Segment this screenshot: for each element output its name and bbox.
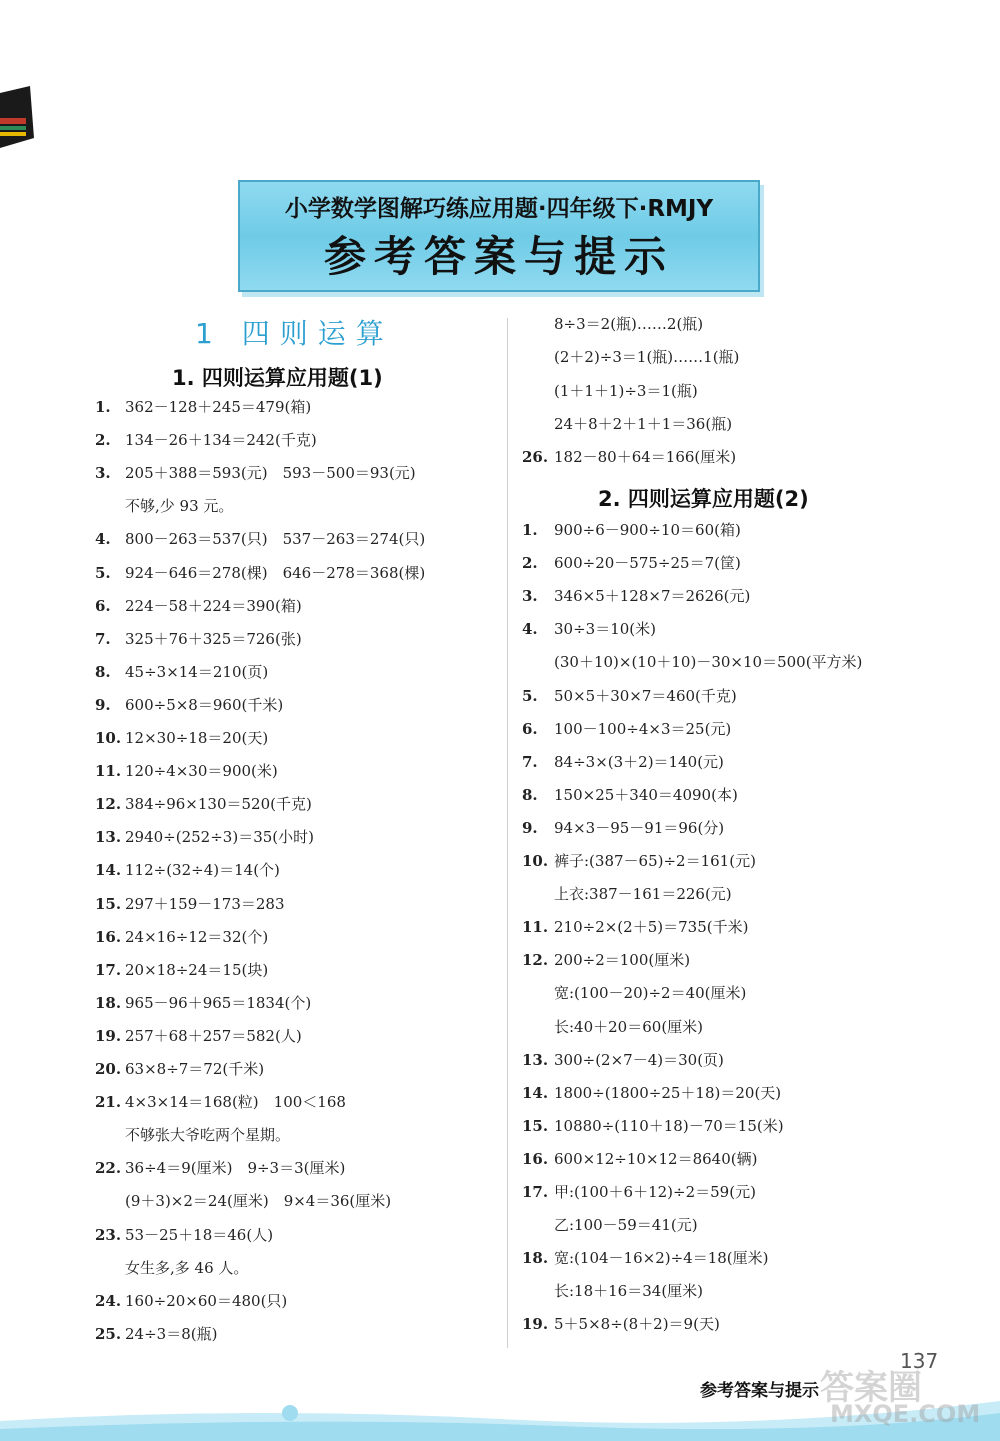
- answer-line: [522, 719, 731, 739]
- answer-number: 24.: [95, 1291, 122, 1310]
- answer-line: [95, 960, 268, 980]
- answer-line: [95, 1026, 302, 1046]
- answer-text: (2＋2)÷3＝1(瓶)……1(瓶): [554, 348, 740, 367]
- answer-number: 3.: [95, 464, 111, 483]
- answer-line: [95, 1092, 346, 1112]
- answer-text: 乙:100－59＝41(元): [554, 1216, 698, 1235]
- answer-number: 14.: [95, 861, 122, 880]
- answer-text: 2940÷(252÷3)＝35(小时): [125, 828, 314, 847]
- answer-number: 23.: [95, 1225, 122, 1244]
- answer-line: [95, 794, 312, 814]
- answer-line: [522, 1182, 756, 1202]
- answer-text: 长:18＋16＝34(厘米): [554, 1282, 704, 1301]
- answer-text: 长:40＋20＝60(厘米): [554, 1017, 704, 1036]
- answer-number: 12.: [522, 951, 549, 970]
- answer-line: [95, 529, 425, 549]
- answer-text: 182－80＋64＝166(厘米): [554, 448, 737, 467]
- answer-text: 600÷5×8＝960(千米): [125, 695, 284, 714]
- watermark-url: MXQE.COM: [830, 1400, 981, 1428]
- answer-text: 205＋388＝593(元) 593－500＝93(元): [125, 464, 416, 483]
- answer-number: 26.: [522, 448, 549, 467]
- watermark-logo: 答案圈: [820, 1368, 922, 1408]
- answer-line: [95, 827, 314, 847]
- answer-number: 11.: [522, 918, 549, 937]
- answer-line: [522, 1149, 757, 1169]
- answer-line: [95, 1258, 248, 1278]
- answer-text: 36÷4＝9(厘米) 9÷3＝3(厘米): [125, 1159, 346, 1178]
- answer-number: 19.: [522, 1315, 549, 1334]
- answer-number: 21.: [95, 1093, 122, 1112]
- answer-number: 17.: [95, 960, 122, 979]
- answer-number: 20.: [95, 1060, 122, 1078]
- answer-text: 20×18÷24＝15(块): [125, 960, 269, 979]
- answer-line: [522, 586, 750, 606]
- answer-text: 112÷(32÷4)＝14(个): [125, 861, 280, 880]
- answer-line: [95, 463, 416, 483]
- answer-line: [95, 761, 278, 781]
- answer-text: 384÷96×130＝520(千克): [125, 795, 312, 814]
- answer-number: 15.: [522, 1116, 549, 1135]
- column-divider: [507, 318, 508, 1348]
- book-subtitle: 小学数学图解巧练应用题·四年级下·RMJY: [284, 196, 714, 222]
- answer-number: 15.: [95, 894, 122, 913]
- answer-text: 53－25＋18＝46(人): [125, 1225, 274, 1244]
- answer-number: 9.: [95, 695, 111, 714]
- answer-number: 22.: [95, 1159, 122, 1178]
- answer-text: 297＋159－173＝283: [125, 894, 285, 913]
- answer-number: 16.: [95, 927, 122, 946]
- answer-number: 19.: [95, 1026, 122, 1045]
- answer-number: 8.: [522, 785, 538, 804]
- answer-line: [95, 629, 302, 649]
- answer-text: 12×30÷18＝20(天): [125, 729, 269, 747]
- answer-number: 6.: [522, 719, 538, 738]
- answer-text: 10880÷(110＋18)－70＝15(米): [554, 1116, 784, 1135]
- answer-line: [522, 414, 732, 434]
- corner-decoration: [0, 78, 36, 153]
- answer-text: 63×8÷7＝72(千米): [125, 1060, 265, 1078]
- section-heading-1: 1. 四则运算应用题(1): [172, 366, 383, 390]
- answer-text: 346×5＋128×7＝2626(元): [554, 587, 751, 606]
- answer-number: 11.: [95, 762, 122, 781]
- answer-line: [522, 1116, 784, 1136]
- answer-line: [522, 520, 741, 540]
- answer-line: [522, 381, 698, 401]
- answer-text: 24＋8＋2＋1＋1＝36(瓶): [554, 414, 733, 433]
- answer-text: 600×12÷10×12＝8640(辆): [554, 1149, 758, 1168]
- answer-text: 160÷20×60＝480(只): [125, 1291, 288, 1310]
- answer-number: 4.: [95, 530, 111, 549]
- answer-text: 4×3×14＝168(粒) 100＜168: [125, 1093, 346, 1112]
- answer-line: [522, 1281, 703, 1301]
- answer-line: [522, 1215, 698, 1235]
- page-title: 参考答案与提示: [323, 232, 674, 281]
- answer-line: [95, 860, 280, 880]
- answer-line: [95, 1191, 391, 1211]
- answer-line: [522, 553, 741, 573]
- answer-number: 5.: [95, 563, 111, 582]
- answer-text: 924－646＝278(棵) 646－278＝368(棵): [125, 563, 426, 582]
- answer-number: 16.: [522, 1149, 549, 1168]
- answer-line: [522, 1314, 720, 1334]
- answer-line: [95, 894, 285, 914]
- answer-text: 女生多,多 46 人。: [125, 1258, 249, 1277]
- answer-line: [95, 1291, 287, 1311]
- answer-number: 18.: [522, 1249, 549, 1268]
- answer-line: [522, 447, 736, 467]
- answer-text: 1800÷(1800÷25＋18)＝20(天): [554, 1083, 782, 1102]
- answer-text: 965－96＋965＝1834(个): [125, 993, 312, 1012]
- answer-text: 150×25＋340＝4090(本): [554, 785, 738, 804]
- answer-line: [522, 686, 737, 706]
- answer-line: [95, 1125, 290, 1145]
- answer-number: 25.: [95, 1324, 122, 1343]
- answer-number: 13.: [95, 828, 122, 847]
- answer-number: 3.: [522, 587, 538, 606]
- answer-text: 600÷20－575÷25＝7(筐): [554, 554, 741, 573]
- answer-line: [522, 1083, 781, 1103]
- answer-line: [522, 785, 738, 805]
- answer-text: 94×3－95－91＝96(分): [554, 818, 725, 837]
- answer-text: 800－263＝537(只) 537－263＝274(只): [125, 530, 426, 549]
- answer-number: 8.: [95, 662, 111, 681]
- title-banner: [238, 180, 760, 292]
- answer-number: 2.: [95, 431, 111, 450]
- answer-line: [522, 851, 756, 871]
- answer-line: [522, 950, 690, 970]
- answer-number: 1.: [522, 521, 538, 539]
- answer-line: [522, 619, 656, 639]
- page-number: 137: [900, 1349, 939, 1373]
- answer-number: 5.: [522, 686, 538, 705]
- answer-text: 900÷6－900÷10＝60(箱): [554, 521, 741, 539]
- answer-text: 5＋5×8÷(8＋2)＝9(天): [554, 1315, 720, 1334]
- answer-text: 134－26＋134＝242(千克): [125, 431, 317, 450]
- answer-line: [95, 1324, 217, 1344]
- answer-text: 257＋68＋257＝582(人): [125, 1026, 302, 1045]
- answer-line: [95, 695, 283, 715]
- answer-line: [95, 1158, 345, 1178]
- answer-line: [522, 1248, 769, 1268]
- answer-number: 10.: [95, 729, 122, 747]
- answer-line: [522, 1017, 703, 1037]
- answer-number: 17.: [522, 1183, 549, 1201]
- answer-text: 84÷3×(3＋2)＝140(元): [554, 752, 724, 771]
- answer-number: 6.: [95, 596, 111, 615]
- answer-line: [95, 563, 425, 583]
- answer-text: 200÷2＝100(厘米): [554, 951, 691, 970]
- answer-text: 100－100÷4×3＝25(元): [554, 719, 732, 738]
- answer-number: 18.: [95, 993, 122, 1012]
- answer-line: [522, 314, 703, 334]
- answer-line: [95, 927, 268, 947]
- answer-number: 1.: [95, 398, 111, 416]
- answer-text: 上衣:387－161＝226(元): [554, 885, 732, 904]
- answer-line: [95, 1225, 273, 1245]
- answer-number: 7.: [95, 629, 111, 648]
- answer-line: [522, 917, 748, 937]
- answer-line: [522, 652, 862, 672]
- answer-line: [95, 596, 302, 616]
- answer-line: [95, 728, 268, 748]
- answer-text: 8÷3＝2(瓶)……2(瓶): [554, 315, 704, 333]
- answer-number: 4.: [522, 620, 538, 639]
- answer-number: 9.: [522, 818, 538, 837]
- answer-line: [95, 397, 311, 417]
- answer-line: [522, 752, 724, 772]
- answer-text: (9＋3)×2＝24(厘米) 9×4＝36(厘米): [125, 1192, 392, 1211]
- answer-line: [522, 1050, 724, 1070]
- answer-text: 300÷(2×7－4)＝30(页): [554, 1050, 724, 1069]
- answer-line: [522, 983, 746, 1003]
- answer-line: [95, 993, 311, 1013]
- answer-text: (30＋10)×(10＋10)－30×10＝500(平方米): [554, 653, 863, 672]
- answer-text: 宽:(104－16×2)÷4＝18(厘米): [554, 1249, 769, 1268]
- answer-number: 14.: [522, 1083, 549, 1102]
- answer-text: 宽:(100－20)÷2＝40(厘米): [554, 984, 747, 1003]
- answer-line: [522, 347, 739, 367]
- unit-title: 1 四则运算: [195, 317, 394, 350]
- answer-text: (1＋1＋1)÷3＝1(瓶): [554, 381, 698, 400]
- answer-number: 12.: [95, 795, 122, 814]
- section-heading-2: 2. 四则运算应用题(2): [598, 487, 809, 511]
- answer-line: [95, 496, 233, 516]
- answer-line: [522, 884, 732, 904]
- footer-label: 参考答案与提示: [700, 1381, 819, 1401]
- answer-text: 30÷3＝10(米): [554, 620, 656, 639]
- answer-number: 10.: [522, 852, 549, 870]
- answer-text: 45÷3×14＝210(页): [125, 662, 269, 681]
- answer-text: 不够张大爷吃两个星期。: [125, 1126, 291, 1145]
- answer-text: 24÷3＝8(瓶): [125, 1324, 218, 1343]
- answer-line: [95, 430, 317, 450]
- answer-text: 362－128＋245＝479(箱): [125, 398, 312, 416]
- answer-text: 50×5＋30×7＝460(千克): [554, 686, 737, 705]
- answer-number: 7.: [522, 752, 538, 771]
- answer-number: 13.: [522, 1050, 549, 1069]
- answer-text: 不够,少 93 元。: [125, 497, 234, 516]
- answer-line: [95, 662, 268, 682]
- answer-number: 2.: [522, 554, 538, 573]
- answer-text: 120÷4×30＝900(米): [125, 762, 278, 781]
- answer-text: 24×16÷12＝32(个): [125, 927, 269, 946]
- answer-text: 210÷2×(2＋5)＝735(千米): [554, 918, 749, 937]
- answer-line: [522, 818, 724, 838]
- answer-text: 224－58＋224＝390(箱): [125, 596, 302, 615]
- answer-line: [95, 1059, 264, 1079]
- answer-text: 裤子:(387－65)÷2＝161(元): [554, 852, 756, 870]
- answer-text: 325＋76＋325＝726(张): [125, 629, 302, 648]
- answer-text: 甲:(100＋6＋12)÷2＝59(元): [554, 1183, 756, 1201]
